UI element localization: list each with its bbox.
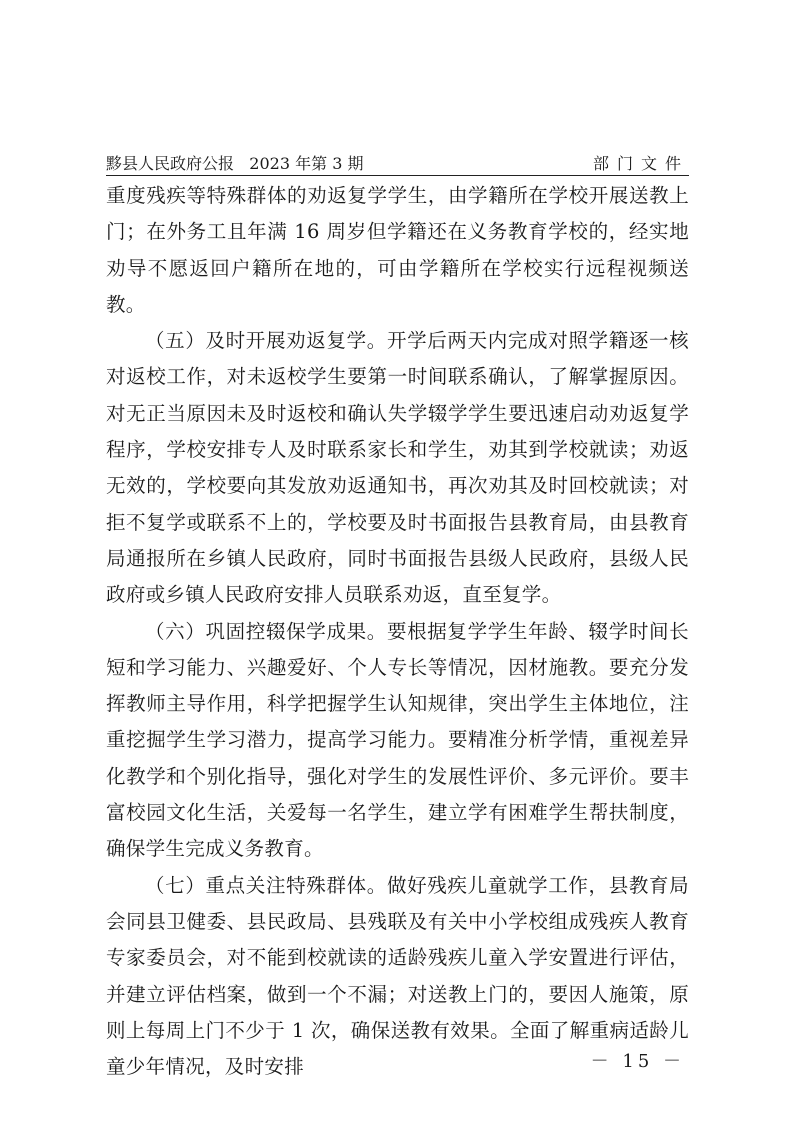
header-publication-info bbox=[106, 151, 363, 174]
header-divider bbox=[106, 175, 689, 176]
page-header bbox=[106, 140, 689, 174]
issue-number: 2023 年第 3 期 bbox=[249, 154, 364, 173]
section-six-text: 要根据复学学生年龄、辍学时间长短和学习能力、兴趣爱好、个人专长等情况，因材施教。要充分发挥教师主导作用，科学把握学生认知规律，突出学生主体地位，注重挖掘学生学习潜力，提高学习能力。要精准分析学情，重视差异化教学和个别化指导，强化对学生的发展性评价、多元评价。要丰富校园文化生活，关爱每一名学生，建立学有困难学生帮扶制度，确保学生完成义务教育。 bbox=[106, 619, 689, 861]
section-five-text: 开学后两天内完成对照学籍逐一核对返校工作，对未返校学生要第一时间联系确认，了解掌握原因。对无正当原因未及时返校和确认失学辍学学生要迅速启动劝返复学程序，学校安排专人及时联系家长和学生，劝其到学校就读；劝返无效的，学校要向其发放劝返通知书，再次劝其及时回校就读；对拒不复学或联系不上的，学校要及时书面报告县教育局，由县教育局通报所在乡镇人民政府，同时书面报告县级人民政府，县级人民政府或乡镇人民政府安排人员联系劝返，直至复学。 bbox=[106, 329, 689, 607]
paragraph-section-five bbox=[106, 323, 689, 613]
paragraph-continued: 重度残疾等特殊群体的劝返复学学生，由学籍所在学校开展送教上门；在外务工且年满 16 周岁但学籍还在义务教育学校的，经实地劝导不愿返回户籍所在地的，可由学籍所在学校实行远程视频送教。 bbox=[106, 184, 689, 316]
section-six-heading: （六）巩固控辍保学成果。 bbox=[145, 619, 387, 643]
document-body bbox=[106, 178, 689, 1085]
section-seven-heading: （七）重点关注特殊群体。 bbox=[145, 873, 387, 897]
paragraph-section-six bbox=[106, 614, 689, 868]
section-label: 部门文件 bbox=[592, 154, 689, 173]
section-seven-text: 做好残疾儿童就学工作，县教育局会同县卫健委、县民政局、县残联及有关中小学校组成残疾人教育专家委员会，对不能到校就读的适龄残疾儿童入学安置进行评估，并建立评估档案，做到一个不漏；对送教上门的，要因人施策，原则上每周上门不少于 1 次，确保送教有效果。全面了解重病适龄儿童少年情况，及时安排 bbox=[106, 873, 689, 1079]
publication-title: 黟县人民政府公报 bbox=[106, 154, 235, 173]
section-five-heading: （五）及时开展劝返复学。 bbox=[145, 329, 387, 353]
page-number: － 15 － bbox=[590, 1051, 685, 1072]
